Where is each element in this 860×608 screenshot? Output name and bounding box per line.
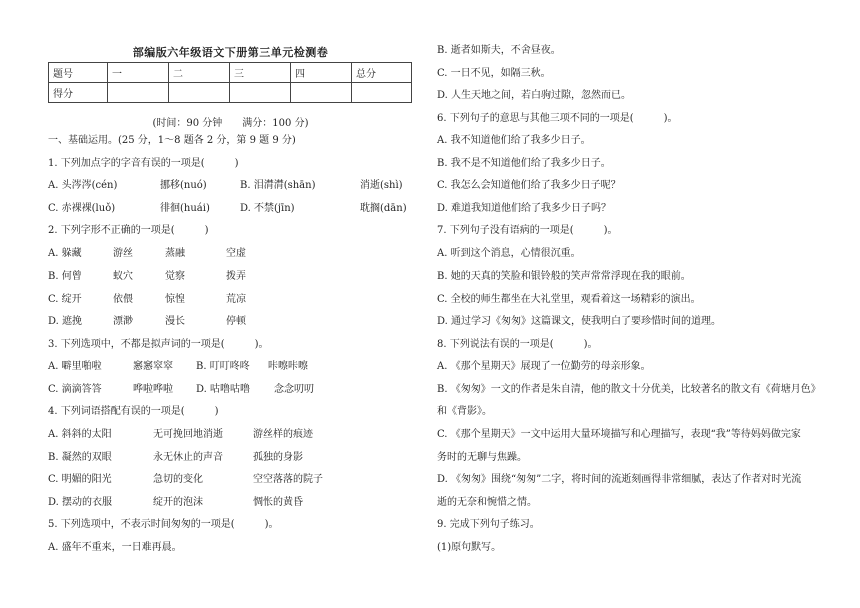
- option-text: 停顿: [226, 316, 246, 327]
- option-text: C. 绽开: [48, 294, 82, 305]
- question-stem: 9. 完成下列句子练习。: [437, 519, 540, 530]
- option-row: [48, 383, 413, 397]
- option-text: D. 咕噜咕噜: [196, 384, 251, 395]
- page-title: 部编版六年级语文下册第三单元检测卷: [132, 46, 329, 59]
- option-text: B. 叮叮咚咚: [196, 361, 250, 372]
- option-text: A. 盛年不重来，一日难再晨。: [48, 542, 182, 553]
- exam-meta: (时间：90 分钟 满分：100 分): [152, 118, 309, 129]
- option-text: D. 难道我知道他们给了我多少日子吗？: [437, 203, 612, 214]
- option-row: [48, 428, 413, 442]
- option-text: A. 听到这个消息，心情很沉重。: [437, 248, 581, 259]
- option-text: B. 泪潸潸(shān): [240, 180, 316, 191]
- option-text: 绽开的泡沫: [153, 497, 203, 508]
- option-row: [48, 315, 413, 329]
- question-stem: 2. 下列字形不正确的一项是( ): [48, 225, 209, 236]
- score-header-cell: 题号: [49, 63, 108, 83]
- option-row: [48, 473, 413, 487]
- option-text: 游丝: [113, 248, 133, 259]
- question-stem: 1. 下列加点字的字音有误的一项是( ): [48, 158, 239, 169]
- option-text: 拨弄: [226, 271, 246, 282]
- option-text: D. 遮挽: [48, 316, 83, 327]
- option-text: A. 头涔涔(cén): [48, 180, 118, 191]
- option-row: [48, 451, 413, 465]
- score-input-cell[interactable]: [352, 83, 412, 103]
- option-text: A. 《那个星期天》展现了一位勤劳的母亲形象。: [437, 361, 651, 372]
- option-row: [48, 293, 413, 307]
- score-input-cell[interactable]: [291, 83, 352, 103]
- option-text: 无可挽回地消逝: [153, 429, 223, 440]
- question-stem: 5. 下列选项中，不表示时间匆匆的一项是( )。: [48, 519, 279, 530]
- score-input-cell[interactable]: [108, 83, 169, 103]
- score-table: [48, 62, 412, 103]
- option-row: [48, 202, 413, 216]
- question-stem: 6. 下列句子的意思与其他三项不同的一项是( )。: [437, 113, 678, 124]
- question-stem: 8. 下列说法有误的一项是( )。: [437, 339, 598, 350]
- option-text: 漫长: [165, 316, 185, 327]
- option-text: 消逝(shì): [360, 180, 403, 191]
- option-text-continued: 务时的无聊与焦躁。: [437, 452, 527, 463]
- option-text: 念念叨叨: [274, 384, 314, 395]
- option-text: 永无休止的声音: [153, 452, 223, 463]
- option-text: B. 逝者如斯夫，不舍昼夜。: [437, 45, 561, 56]
- score-table-header-row: [49, 63, 412, 83]
- option-text: 急切的变化: [153, 474, 203, 485]
- option-text: 空虚: [226, 248, 246, 259]
- option-text: 空空落落的院子: [253, 474, 323, 485]
- option-text: B. 《匆匆》一文的作者是朱自清，他的散文十分优美，比较著名的散文有《荷塘月色》: [437, 384, 821, 395]
- option-text: B. 我不是不知道他们给了我多少日子。: [437, 158, 611, 169]
- option-text: 游丝样的痕迹: [253, 429, 313, 440]
- option-text: 惆怅的黄昏: [253, 497, 303, 508]
- score-header-cell: 一: [108, 63, 169, 83]
- option-text: B. 她的天真的笑脸和银铃般的笑声常常浮现在我的眼前。: [437, 271, 691, 282]
- option-text: A. 斜斜的太阳: [48, 429, 112, 440]
- option-text: 哗啦哗啦: [133, 384, 173, 395]
- option-text: 惊惶: [165, 294, 185, 305]
- score-input-cell[interactable]: [169, 83, 230, 103]
- option-text: A. 噼里啪啦: [48, 361, 102, 372]
- option-text: C. 一日不见，如隔三秋。: [437, 68, 551, 79]
- option-text: 挪移(nuó): [160, 180, 207, 191]
- question-stem: 3. 下列选项中，不都是拟声词的一项是( )。: [48, 339, 269, 350]
- option-row: [48, 270, 413, 284]
- option-row: [48, 360, 413, 374]
- option-text: B. 凝然的双眼: [48, 452, 112, 463]
- option-text: D. 人生天地之间，若白驹过隙，忽然而已。: [437, 90, 632, 101]
- question-stem: 4. 下列词语搭配有误的一项是( ): [48, 406, 219, 417]
- option-text: A. 我不知道他们给了我多少日子。: [437, 135, 591, 146]
- option-text: 窸窸窣窣: [133, 361, 173, 372]
- option-text-continued: 和《背影》。: [437, 406, 492, 417]
- question-stem: 7. 下列句子没有语病的一项是( )。: [437, 225, 618, 236]
- score-header-cell: 三: [230, 63, 291, 83]
- option-text: C. 明媚的阳光: [48, 474, 112, 485]
- score-header-cell: 四: [291, 63, 352, 83]
- option-text: 漂渺: [113, 316, 133, 327]
- score-header-cell: 总分: [352, 63, 412, 83]
- section-heading: 一、基础运用。(25 分，1～8 题各 2 分，第 9 题 9 分): [48, 135, 296, 146]
- option-text: C. 我怎么会知道他们给了我多少日子呢？: [437, 180, 621, 191]
- option-text: A. 躲藏: [48, 248, 82, 259]
- option-text: C. 全校的师生都坐在大礼堂里，观看着这一场精彩的演出。: [437, 294, 701, 305]
- score-input-cell[interactable]: [230, 83, 291, 103]
- score-row-label: 得分: [49, 83, 108, 103]
- option-text: D. 摆动的衣服: [48, 497, 113, 508]
- option-row: [48, 247, 413, 261]
- option-text: 孤独的身影: [253, 452, 303, 463]
- option-text: D. 通过学习《匆匆》这篇课文，使我明白了要珍惜时间的道理。: [437, 316, 722, 327]
- score-header-cell: 二: [169, 63, 230, 83]
- option-text: 蚁穴: [113, 271, 133, 282]
- option-text: 荒凉: [226, 294, 246, 305]
- option-text: C. 滴滴答答: [48, 384, 102, 395]
- option-text: 耽搁(dān): [360, 203, 407, 214]
- option-text: 觉察: [165, 271, 185, 282]
- option-text: 依偎: [113, 294, 133, 305]
- option-text: 徘徊(huái): [160, 203, 210, 214]
- option-row: [48, 179, 413, 193]
- option-text: D. 《匆匆》围绕“匆匆”二字，将时间的流逝刻画得非常细腻，表达了作者对时光流: [437, 474, 802, 485]
- option-text: B. 何曾: [48, 271, 82, 282]
- option-text: C. 赤裸裸(luǒ): [48, 203, 116, 214]
- sub-question: (1)原句默写。: [437, 542, 502, 553]
- option-text-continued: 逝的无奈和惋惜之情。: [437, 497, 537, 508]
- option-text: C. 《那个星期天》一文中运用大量环境描写和心理描写，表现“我”等待妈妈做完家: [437, 429, 801, 440]
- option-text: D. 不禁(jīn): [240, 203, 295, 214]
- option-row: [48, 496, 413, 510]
- option-text: 蒸融: [165, 248, 185, 259]
- score-table-score-row: [49, 83, 412, 103]
- option-text: 咔嚓咔嚓: [268, 361, 308, 372]
